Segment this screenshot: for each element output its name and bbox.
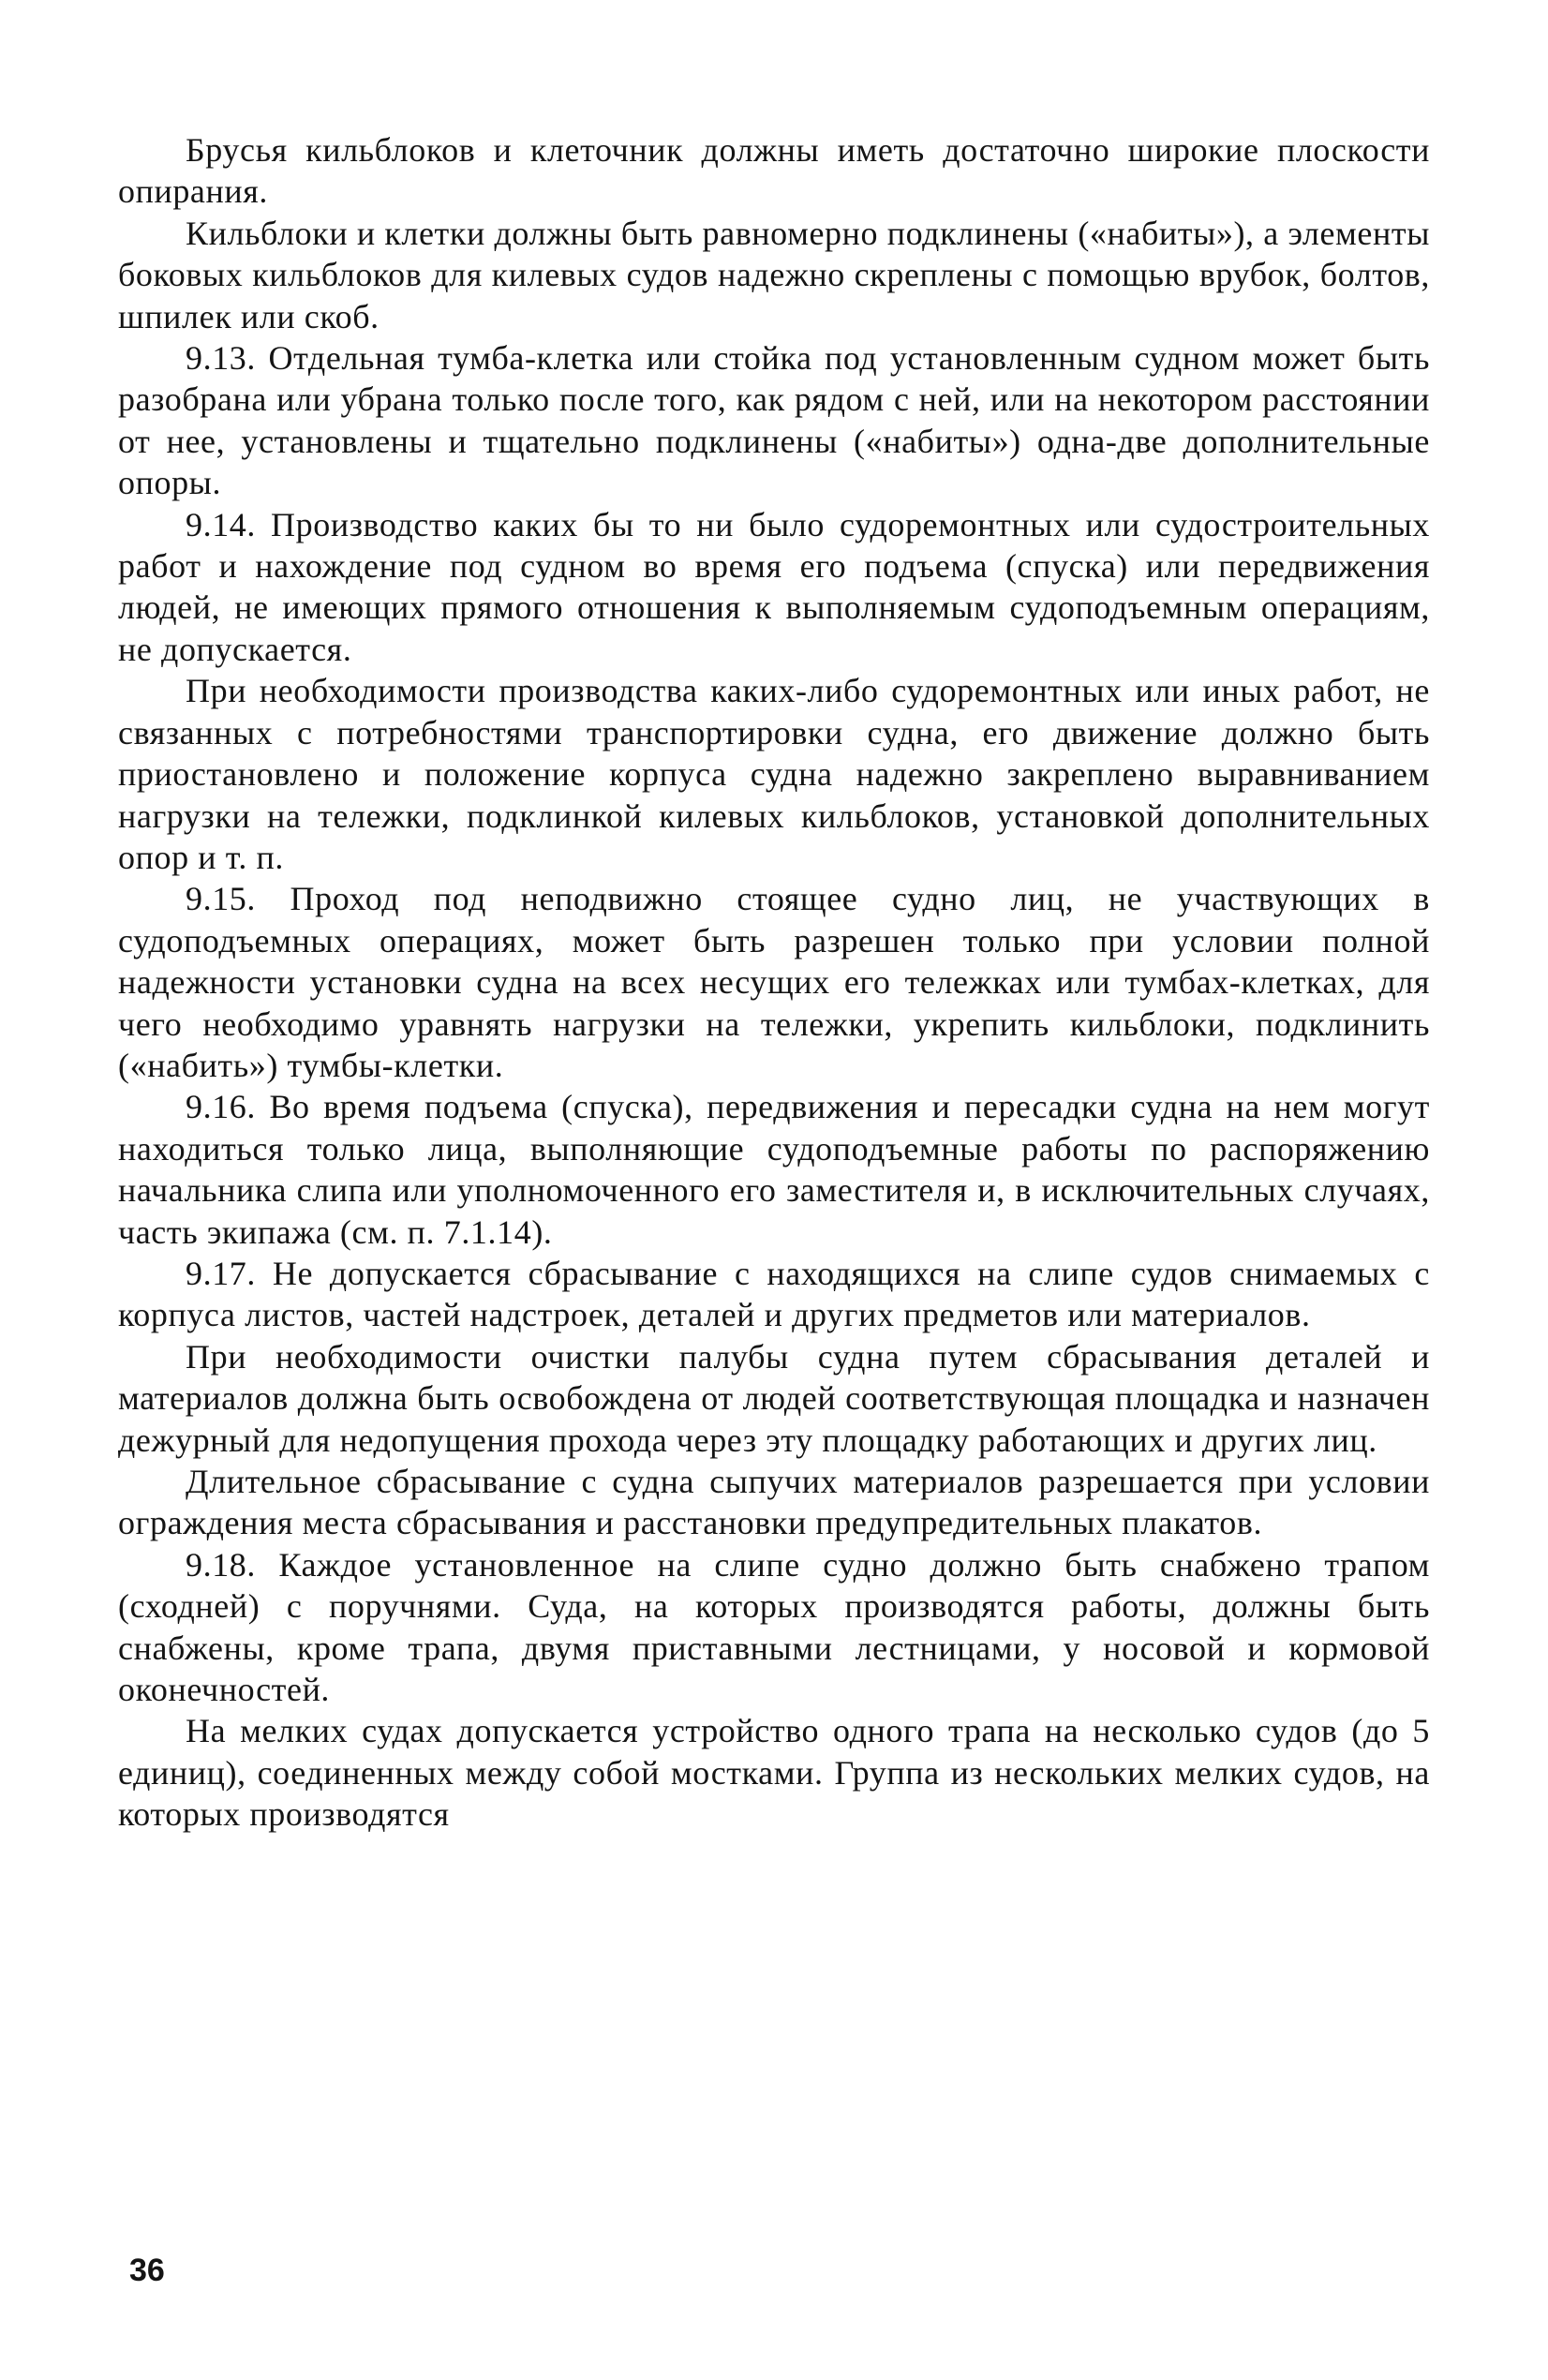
page-body bbox=[118, 129, 1430, 2359]
paragraph: 9.17. Не допускается сбрасывание с находящихся на слипе судов снимаемых с корпуса листов, частей надстроек, деталей и других предметов или материалов. bbox=[118, 1254, 1430, 1334]
paragraph: 9.13. Отдельная тумба-клетка или стойка под установленным судном может быть разобрана или убрана только после того, как рядом с ней, или на некотором расстоянии от нее, установлены и тщательно подклинены («набиты») одна-две дополнительные опоры. bbox=[118, 339, 1430, 502]
paragraph: Брусья кильблоков и клеточник должны иметь достаточно широкие плоскости опирания. bbox=[118, 131, 1430, 211]
paragraph: Длительное сбрасывание с судна сыпучих материалов разрешается при условии ограждения места сбрасывания и расстановки предупредительных плакатов. bbox=[118, 1463, 1430, 1542]
paragraph: При необходимости очистки палубы судна путем сбрасывания деталей и материалов должна быть освобождена от людей соответствующая площадка и назначен дежурный для недопущения прохода через эту площадку работающих и других лиц. bbox=[118, 1337, 1430, 1459]
paragraph: На мелких судах допускается устройство одного трапа на несколько судов (до 5 единиц), соединенных между собой мостками. Группа из нескольких мелких судов, на которых производятся bbox=[118, 1712, 1430, 1834]
paragraph: 9.15. Проход под неподвижно стоящее судно лиц, не участвующих в судоподъемных операциях, может быть разрешен только при условии полной надежности установки судна на всех несущих его тележках или тумбах-клетках, для чего необходимо уравнять нагрузки на тележки, укрепить кильблоки, подклинить («набить») тумбы-клетки. bbox=[118, 880, 1430, 1084]
paragraph: 9.14. Производство каких бы то ни было судоремонтных или судостроительных работ и нахождение под судном во время его подъема (спуска) или передвижения людей, не имеющих прямого отношения к выполняемым судоподъемным операциям, не допускается. bbox=[118, 505, 1430, 668]
paragraph: 9.16. Во время подъема (спуска), передвижения и пересадки судна на нем могут находиться только лица, выполняющие судоподъемные работы по распоряжению начальника слипа или уполномоченного его заместителя и, в исключительных случаях, часть экипажа (см. п. 7.1.14). bbox=[118, 1088, 1430, 1251]
paragraph: 9.18. Каждое установленное на слипе судно должно быть снабжено трапом (сходней) с поручнями. Суда, на которых производятся работы, должны быть снабжены, кроме трапа, двумя приставными лестницами, у носовой и кормовой оконечностей. bbox=[118, 1545, 1430, 1709]
page-number: 36 bbox=[129, 2253, 165, 2288]
paragraph: При необходимости производства каких-либо судоремонтных или иных работ, не связанных с потребностями транспортировки судна, его движение должно быть приостановлено и положение корпуса судна надежно закреплено выравниванием нагрузки на тележки, подклинкой килевых кильблоков, установкой дополнительных опор и т. п. bbox=[118, 672, 1430, 876]
paragraph: Кильблоки и клетки должны быть равномерно подклинены («набиты»), а элементы боковых кильблоков для килевых судов надежно скреплены с помощью врубок, болтов, шпилек или скоб. bbox=[118, 214, 1430, 335]
